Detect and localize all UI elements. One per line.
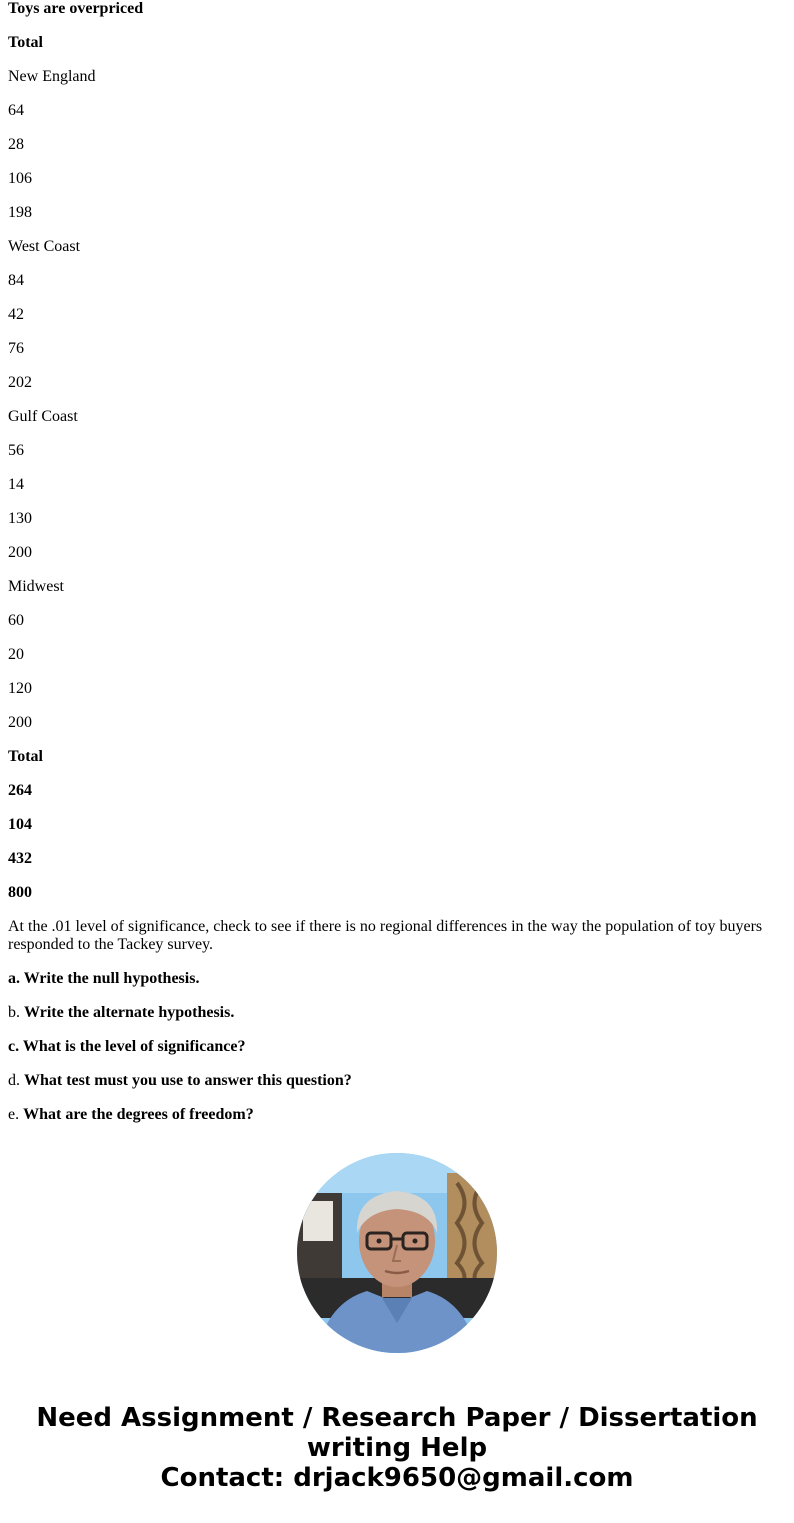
contact-email[interactable]: Contact: drjack9650@gmail.com bbox=[160, 1463, 634, 1493]
column-header-total: Total bbox=[8, 34, 43, 51]
question-item-c bbox=[8, 1038, 245, 1056]
cell-value: 198 bbox=[8, 204, 32, 221]
question-prompt: At the .01 level of significance, check to see if there is no regional differences in the way the population of toy buyers responded to the Tackey survey. bbox=[8, 918, 763, 953]
banner-line-2: writing Help bbox=[306, 1433, 488, 1463]
cell-value: 64 bbox=[8, 102, 24, 119]
item-text: What test must you use to answer this question? bbox=[24, 1072, 352, 1089]
cell-value: 106 bbox=[8, 170, 32, 187]
total-value: 800 bbox=[8, 884, 32, 901]
item-prefix: a. bbox=[8, 970, 24, 987]
item-text: What is the level of significance? bbox=[22, 1038, 246, 1055]
item-prefix: c. bbox=[8, 1038, 23, 1055]
item-text: Write the alternate hypothesis. bbox=[24, 1004, 235, 1021]
cell-value: 76 bbox=[8, 340, 24, 357]
cell-value: 200 bbox=[8, 544, 32, 561]
contact-banner bbox=[0, 1403, 794, 1493]
cell-value: 200 bbox=[8, 714, 32, 731]
cell-value: 14 bbox=[8, 476, 24, 493]
item-prefix: e. bbox=[8, 1106, 24, 1123]
cell-value: 130 bbox=[8, 510, 32, 527]
cell-value: 20 bbox=[8, 646, 24, 663]
question-item-a bbox=[8, 970, 199, 988]
cell-value: 84 bbox=[8, 272, 24, 289]
total-value: 104 bbox=[8, 816, 32, 833]
question-item-b bbox=[8, 1004, 234, 1022]
cell-value: 28 bbox=[8, 136, 24, 153]
cell-value: 202 bbox=[8, 374, 32, 391]
row-label-new-england: New England bbox=[8, 68, 96, 85]
item-text: Write the null hypothesis. bbox=[23, 970, 200, 987]
column-header-toys-overpriced: Toys are overpriced bbox=[8, 0, 144, 17]
question-item-e bbox=[8, 1106, 254, 1124]
question-item-d bbox=[8, 1072, 352, 1090]
cell-value: 42 bbox=[8, 306, 24, 323]
total-value: 432 bbox=[8, 850, 32, 867]
row-label-west-coast: West Coast bbox=[8, 238, 81, 255]
row-label-total: Total bbox=[8, 748, 43, 765]
cell-value: 56 bbox=[8, 442, 24, 459]
item-text: What are the degrees of freedom? bbox=[23, 1106, 254, 1123]
cell-value: 60 bbox=[8, 612, 24, 629]
item-prefix: b. bbox=[8, 1004, 24, 1021]
total-value: 264 bbox=[8, 782, 32, 799]
row-label-gulf-coast: Gulf Coast bbox=[8, 408, 78, 425]
author-photo bbox=[297, 1153, 497, 1353]
cell-value: 120 bbox=[8, 680, 32, 697]
portrait-illustration bbox=[297, 1153, 497, 1353]
item-prefix: d. bbox=[8, 1072, 24, 1089]
row-label-midwest: Midwest bbox=[8, 578, 64, 595]
banner-line-1: Need Assignment / Research Paper / Dissertation bbox=[36, 1403, 758, 1433]
